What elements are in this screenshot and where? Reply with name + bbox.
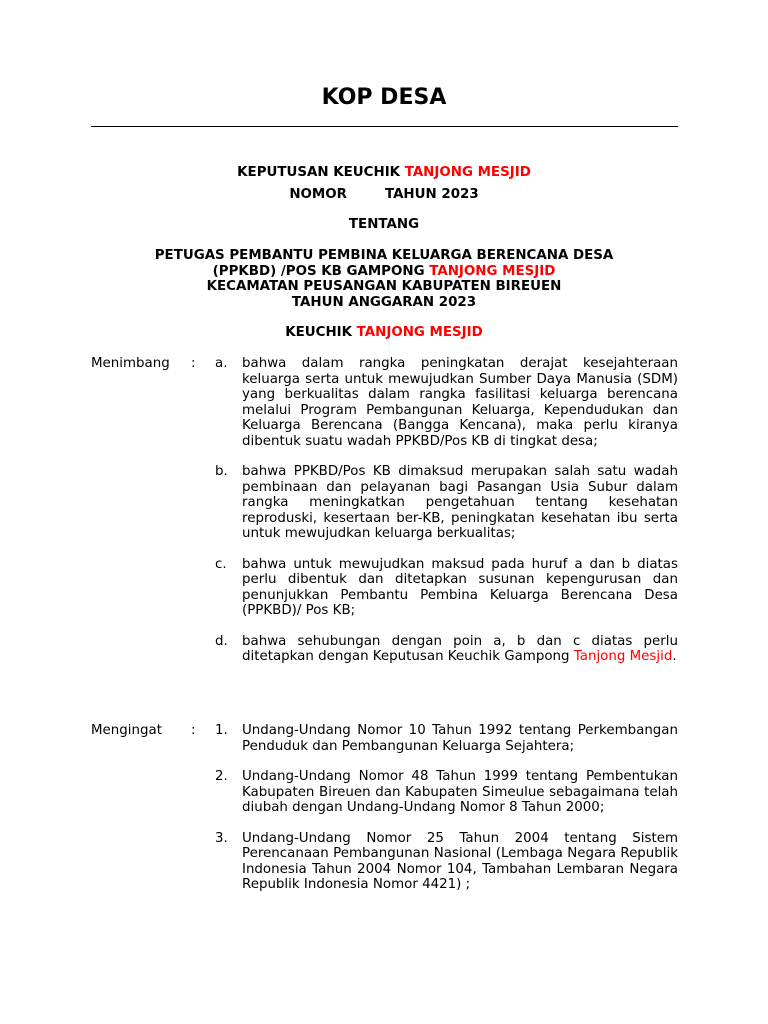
mengingat-label: Mengingat (91, 723, 162, 738)
menimbang-item-c (91, 557, 678, 619)
item-village-name: Tanjong Mesjid (573, 649, 673, 664)
item-text-main: bahwa sehubungan dengan poin a, b dan c diatas perlu ditetapkan dengan Keputusan Keuchik Gampong (242, 633, 678, 664)
decree-title (0, 165, 768, 181)
decree-title-prefix: KEPUTUSAN KEUCHIK (237, 165, 405, 180)
item-text: Undang-Undang Nomor 25 Tahun 2004 tentang Sistem Perencanaan Pembangunan Nasional (Lembaga Negara Republik Indonesia Tahun 2004 Nomor 104, Tambahan Lembaran Negara Republik Indonesia Nomor 4421) ; (242, 830, 678, 892)
mengingat-item-3 (91, 831, 678, 893)
item-text: Undang-Undang Nomor 10 Tahun 1992 tentang Perkembangan Penduduk dan Pembangunan Keluarga Sejahtera; (242, 723, 678, 754)
subject-line-1: PETUGAS PEMBANTU PEMBINA KELUARGA BERENCANA DESA (154, 248, 614, 263)
item-text: bahwa untuk mewujudkan maksud pada huruf a dan b diatas perlu dibentuk dan ditetapkan susunan kepengurusan dan penunjukkan Pembantu Pembina Keluarga Berencana Desa (PPKBD)/ Pos KB; (242, 556, 678, 618)
mengingat-item-1 (91, 723, 678, 754)
mengingat-colon: : (191, 723, 196, 738)
keuchik-prefix: KEUCHIK (285, 325, 357, 340)
mengingat-section (91, 723, 678, 893)
menimbang-label: Menimbang (91, 356, 170, 371)
keuchik-village-name: TANJONG MESJID (356, 325, 483, 340)
item-marker: d. (215, 633, 228, 649)
tentang-heading: TENTANG (348, 217, 420, 232)
item-text: Undang-Undang Nomor 48 Tahun 1999 tentang Pembentukan Kabupaten Bireuen dan Kabupaten Simeulue sebagaimana telah diubah dengan Undang-Undang Nomor 8 Tahun 2000; (242, 769, 678, 815)
menimbang-item-b (91, 464, 678, 542)
item-text: bahwa dalam rangka peningkatan derajat kesejahteraan keluarga serta untuk mewujudkan Sumber Daya Manusia (SDM) yang berkualitas dalam rangka fasilitasi keluarga berencana melalui Program Pembangunan Keluarga, Kependudukan dan Keluarga Berencana (Bangga Kencana), maka perlu kiranya dibentuk suatu wadah PPKBD/Pos KB di tingkat desa; (242, 356, 678, 449)
menimbang-section (91, 356, 678, 665)
item-marker: 3. (215, 830, 228, 846)
mengingat-item-2 (91, 769, 678, 816)
item-marker: 2. (215, 769, 228, 784)
item-text: bahwa PPKBD/Pos KB dimaksud merupakan salah satu wadah pembinaan dan pelayanan bagi Pasangan Usia Subur dalam rangka meningkatkan pengetahuan tentang kesehatan reproduski, kesertaan ber-KB, peningkatan kesehatan ibu serta untuk mewujudkan keluarga berkualitas; (242, 464, 678, 541)
subject-line-3: KECAMATAN PEUSANGAN KABUPATEN BIREUEN (206, 279, 562, 294)
village-name: TANJONG MESJID (404, 165, 531, 180)
item-text-end: . (672, 649, 677, 664)
keuchik-heading (0, 325, 768, 341)
letterhead-rule (91, 126, 678, 127)
subject-line-2 (0, 264, 768, 280)
menimbang-colon: : (191, 356, 196, 371)
nomor-label: NOMOR (289, 187, 347, 202)
letterhead-title: KOP DESA (321, 85, 447, 110)
menimbang-item-a (91, 356, 678, 449)
item-text (242, 634, 678, 665)
subject-line-4: TAHUN ANGGARAN 2023 (291, 295, 477, 310)
decree-year: TAHUN 2023 (384, 187, 479, 202)
item-marker: c. (215, 556, 227, 572)
decree-number (0, 187, 768, 203)
subject-village-name: TANJONG MESJID (429, 264, 556, 279)
item-marker: b. (215, 464, 228, 479)
subject-line-2-prefix: (PPKBD) /POS KB GAMPONG (212, 264, 430, 279)
item-marker: 1. (215, 723, 228, 738)
menimbang-item-d (91, 634, 678, 665)
item-marker: a. (215, 356, 228, 371)
